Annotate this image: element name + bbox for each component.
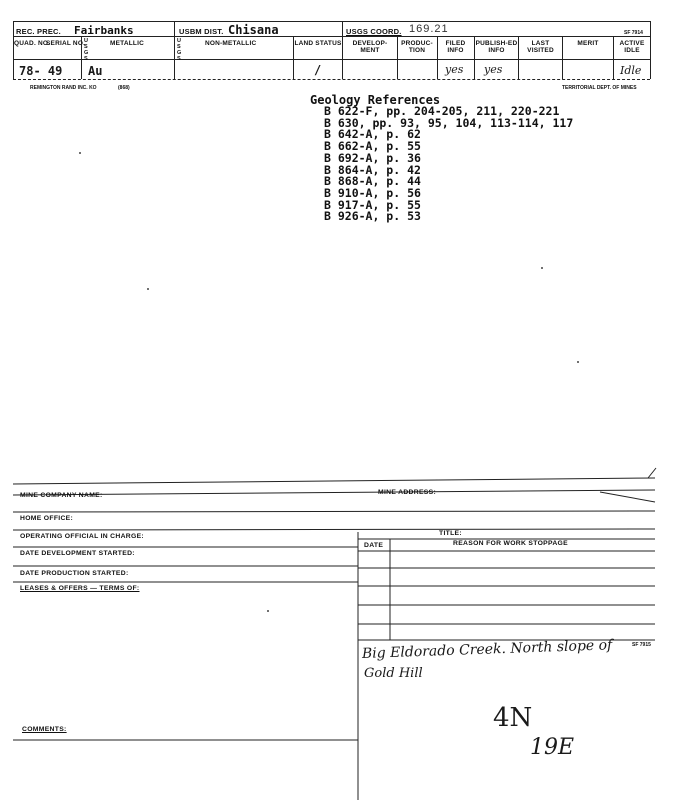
township-handwriting: 4N bbox=[493, 703, 533, 733]
col-metallic: METALLIC bbox=[110, 40, 144, 47]
leases-label: LEASES & OFFERS — TERMS OF: bbox=[20, 585, 140, 592]
department-imprint: TERRITORIAL DEPT. OF MINES bbox=[562, 85, 637, 91]
geology-ref: B 630, pp. 93, 95, 104, 113-114, 117 bbox=[324, 115, 574, 130]
date-development-label: DATE DEVELOPMENT STARTED: bbox=[20, 550, 135, 557]
geology-ref: B 917-A, p. 55 bbox=[324, 197, 421, 212]
col-land-status: LAND STATUS bbox=[294, 40, 342, 47]
rec-prec-label: REC. PREC. bbox=[16, 27, 61, 36]
reason-stoppage-label: REASON FOR WORK STOPPAGE bbox=[453, 540, 568, 547]
form-number-top: SF 7914 bbox=[624, 30, 643, 36]
printer-imprint: REMINGTON RAND INC. KO bbox=[30, 85, 97, 91]
mine-company-name-label: MINE COMPANY NAME: bbox=[20, 492, 103, 499]
usgs-coord-label: USGS COORD. bbox=[346, 27, 402, 36]
rec-prec-value: Fairbanks bbox=[74, 24, 134, 37]
col-quad-no: QUAD. NO. bbox=[14, 40, 51, 47]
col-active-idle: ACTIVE IDLE bbox=[619, 40, 645, 54]
mine-address-label: MINE ADDRESS: bbox=[378, 489, 437, 496]
col-production: PRODUC-TION bbox=[401, 40, 433, 54]
title-label: TITLE: bbox=[439, 530, 462, 537]
usgs-coord-value: 169.21 bbox=[409, 23, 449, 35]
quad-serial-value: 78- 49 bbox=[19, 64, 63, 78]
geology-ref: B 662-A, p. 55 bbox=[324, 139, 421, 154]
printer-code: (868) bbox=[118, 85, 130, 91]
comment-handwriting-line2: Gold Hill bbox=[364, 666, 423, 681]
operating-official-label: OPERATING OFFICIAL IN CHARGE: bbox=[20, 533, 144, 540]
col-development: DEVELOP-MENT bbox=[352, 40, 388, 54]
comment-handwriting-line1: Big Eldorado Creek. North slope of bbox=[361, 637, 613, 662]
geology-ref: B 910-A, p. 56 bbox=[324, 185, 421, 200]
col-published-info: PUBLISH-ED INFO bbox=[475, 40, 518, 54]
geology-ref: B 864-A, p. 42 bbox=[324, 162, 421, 177]
col-usgs-1: U S G S bbox=[84, 38, 89, 62]
col-usgs-2: U S G S bbox=[177, 38, 182, 62]
date-production-label: DATE PRODUCTION STARTED: bbox=[20, 570, 129, 577]
active-idle-value: Idle bbox=[620, 64, 642, 77]
geology-title: Geology References bbox=[310, 93, 441, 107]
geology-ref: B 622-F, pp. 204-205, 211, 220-221 bbox=[324, 104, 560, 118]
usbm-dist-label: USBM DIST. bbox=[179, 27, 224, 36]
published-info-value: yes bbox=[484, 63, 503, 76]
col-last-visited: LAST VISITED bbox=[527, 40, 554, 54]
metallic-value: Au bbox=[88, 64, 103, 78]
comments-label: COMMENTS: bbox=[22, 726, 67, 733]
land-status-value: / bbox=[314, 63, 322, 77]
home-office-label: HOME OFFICE: bbox=[20, 515, 74, 522]
date-label: DATE bbox=[364, 542, 384, 549]
range-handwriting: 19E bbox=[530, 735, 575, 760]
geology-ref: B 868-A, p. 44 bbox=[324, 174, 421, 189]
geology-ref: B 692-A, p. 36 bbox=[324, 150, 421, 165]
col-non-metallic: NON-METALLIC bbox=[205, 40, 257, 47]
usbm-dist-value: Chisana bbox=[228, 23, 279, 37]
geology-ref: B 642-A, p. 62 bbox=[324, 127, 421, 142]
col-serial-no: SERIAL NO. bbox=[46, 40, 86, 47]
form-number-bottom: SF 7915 bbox=[632, 642, 651, 648]
geology-ref: B 926-A, p. 53 bbox=[324, 209, 421, 224]
filed-info-value: yes bbox=[445, 63, 464, 76]
col-merit: MERIT bbox=[577, 40, 599, 47]
col-filed-info: FILED INFO bbox=[445, 40, 466, 54]
